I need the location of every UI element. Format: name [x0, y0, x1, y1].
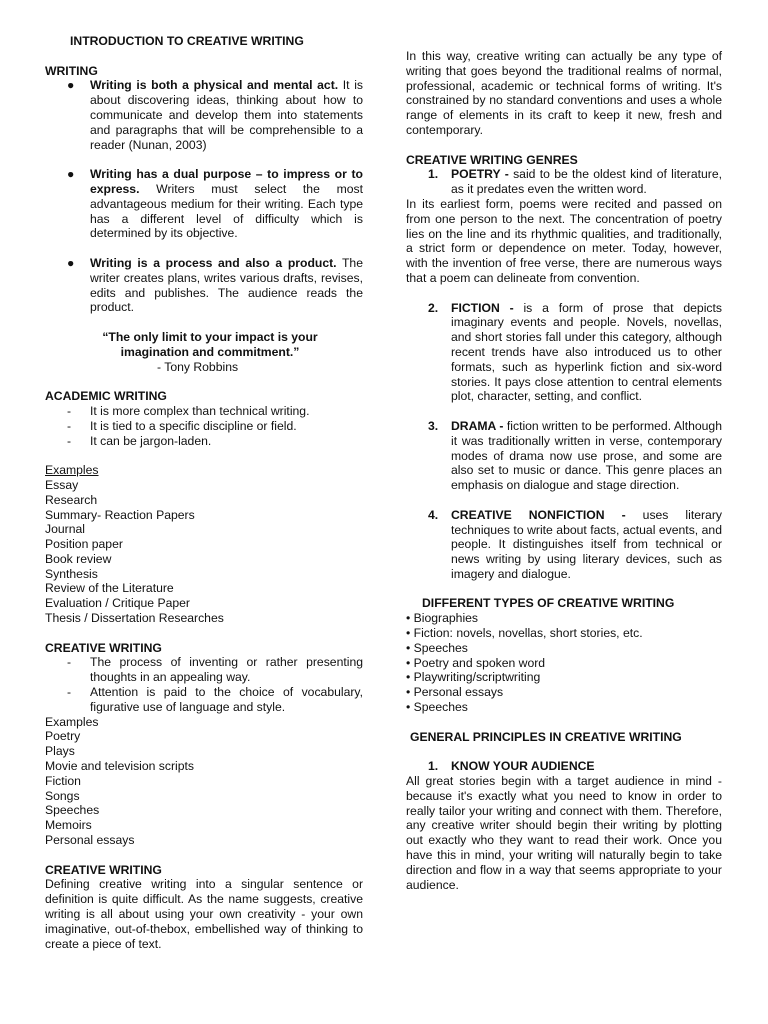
list-item: Synthesis	[45, 566, 98, 581]
list-item: • Speeches	[406, 700, 468, 715]
list-item: • Playwriting/scriptwriting	[406, 670, 541, 685]
list-item: Speeches	[45, 803, 100, 818]
list-item: • Speeches	[406, 640, 468, 655]
list-item: Journal	[45, 522, 85, 537]
principle-paragraph: All great stories begin with a target audience in mind - because it's exactly what you need to know in order to really tailor your writing and connect with them. Therefore, any creative writer should begin their writing by plotting out exactly who they want to read their work. Once you have this in mind, your writing will naturally begin to take direction and flow in a way that seems appropriate to your audience.	[406, 774, 722, 892]
examples-label: Examples	[45, 463, 99, 478]
creative-paragraph: Defining creative writing into a singular sentence or definition is quite difficult. As the name suggests, creative writing is all about using your own creativity - your own imaginative, out-of-thebox, embellished way of thinking to create a piece of text.	[45, 877, 363, 951]
list-item: Fiction	[45, 773, 81, 788]
list-item: • Biographies	[406, 611, 479, 626]
list-item: - It is more complex than technical writing.	[67, 403, 310, 418]
creative-heading: CREATIVE WRITING	[45, 640, 162, 655]
list-item: • Poetry and spoken word	[406, 655, 546, 670]
creative-heading-2: CREATIVE WRITING	[45, 862, 162, 877]
genre-item: 2. FICTION - is a form of prose that depicts imaginary events and people. Novels, novellas, and short stories fall under this category, although recent trends have also introduced us to other formats, such as hyperlink fiction and six-word stories. It pays close attention to central elements plot, character, setting, and conflict.	[428, 300, 722, 404]
list-item: Poetry	[45, 729, 81, 744]
quote-line: imagination and commitment.”	[120, 344, 300, 359]
list-item: - It is tied to a specific discipline or field.	[67, 418, 297, 433]
quote-line: “The only limit to your impact is your	[102, 329, 318, 344]
principle-item: 1. KNOW YOUR AUDIENCE	[428, 759, 595, 774]
list-item: - Attention is paid to the choice of vocabulary, figurative use of language and style.	[67, 685, 363, 714]
list-item: Movie and television scripts	[45, 759, 195, 774]
writing-heading: WRITING	[45, 63, 98, 78]
writing-bullet: ● Writing is a process and also a product. The writer creates plans, writes various drafts, revises, edits and publishes. The audience reads the product.	[67, 255, 363, 315]
list-item: Songs	[45, 788, 80, 803]
intro-paragraph: In this way, creative writing can actually be any type of writing that goes beyond the traditional realms of normal, professional, academic or technical forms of writing. It's constrained by no standard conventions and uses a whole range of elements in its craft to keep it new, fresh and contemporary.	[406, 49, 722, 137]
list-item: - It can be jargon-laden.	[67, 433, 212, 448]
list-item: Summary- Reaction Papers	[45, 507, 195, 522]
bullet-dot-icon: ●	[67, 255, 75, 270]
list-item: Personal essays	[45, 833, 135, 848]
genre-item: 1. POETRY - said to be the oldest kind of literature, as it predates even the written word.	[428, 167, 722, 197]
right-column	[406, 49, 722, 892]
quote-author: - Tony Robbins	[157, 359, 239, 374]
bullet-dot-icon: ●	[67, 167, 75, 182]
list-item: Review of the Literature	[45, 581, 174, 596]
list-item: Essay	[45, 477, 79, 492]
writing-bullet: ● Writing has a dual purpose – to impress or to express. Writers must select the most advantageous medium for their writing. Each type has a different level of difficulty which is determined by its objective.	[67, 167, 363, 241]
genre-item: 4. CREATIVE NONFICTION - uses literary techniques to write about facts, actual events, and people. It distinguishes itself from technical or news writing by using literary devices, such as imagery and dialogue.	[428, 507, 722, 581]
list-item: • Fiction: novels, novellas, short stories, etc.	[406, 626, 643, 641]
list-item: • Personal essays	[406, 685, 504, 700]
poetry-paragraph: In its earliest form, poems were recited and passed on from one person to the next. The concentration of poetry lies on the line and its rhythmic qualities, and traditionally, a strict form or dependence on meter. Today, however, with the invention of free verse, there are numerous ways that a poem can delineate from convention.	[406, 196, 722, 285]
left-column	[45, 34, 363, 951]
bullet-dot-icon: ●	[67, 78, 75, 93]
academic-heading: ACADEMIC WRITING	[45, 389, 167, 404]
list-item: Memoirs	[45, 818, 92, 833]
genre-item: 3. DRAMA - fiction written to be performed. Although it was traditionally written in verse, contemporary modes of drama now use prose, and some are also set to music or dance. This genre places an emphasis on dialogue and stage direction.	[428, 418, 722, 493]
list-item: Evaluation / Critique Paper	[45, 596, 190, 611]
list-item: Plays	[45, 744, 75, 759]
types-heading: DIFFERENT TYPES OF CREATIVE WRITING	[422, 596, 675, 611]
writing-bullet: ● Writing is both a physical and mental act. It is about discovering ideas, thinking about how to communicate and develop them into statements and paragraphs that will be comprehensible to a reader (Nunan, 2003)	[67, 78, 363, 152]
page-title: INTRODUCTION TO CREATIVE WRITING	[70, 34, 304, 48]
list-item: Position paper	[45, 537, 123, 552]
list-item: Book review	[45, 551, 112, 566]
list-item: Research	[45, 492, 98, 507]
list-item: - The process of inventing or rather presenting thoughts in an appealing way.	[67, 655, 363, 685]
examples-label: Examples	[45, 714, 99, 729]
genres-heading: CREATIVE WRITING GENRES	[406, 152, 578, 167]
list-item: Thesis / Dissertation Researches	[45, 611, 224, 626]
principles-heading: GENERAL PRINCIPLES IN CREATIVE WRITING	[410, 729, 682, 744]
